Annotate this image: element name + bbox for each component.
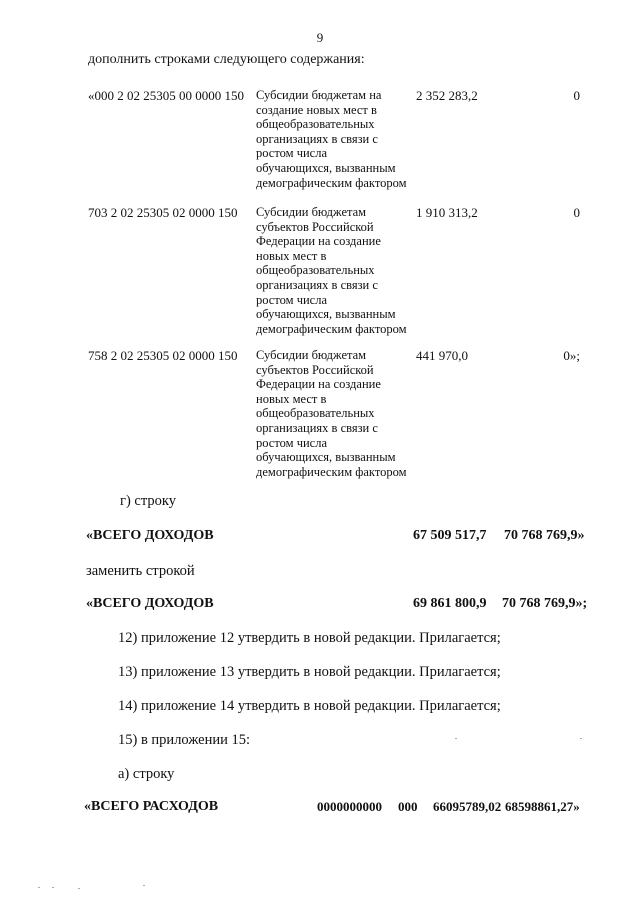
row-value-1: 1 910 313,2 [416,205,478,220]
list-item: 12) приложение 12 утвердить в новой редакции. Прилагается; [118,630,501,646]
row-description: Субсидии бюджетам на создание новых мест в общеобразовательных организациях в связи с ростом числа обучающихся, вызванным демографическим фактором [256,88,407,190]
row-description: Субсидии бюджетам субъектов Российской Федерации на создание новых мест в общеобразовательных организациях в связи с ростом числа обучающихся, вызванным демографическим фактором [256,348,407,479]
scan-speck [78,888,80,889]
intro-text: дополнить строками следующего содержания: [88,52,365,67]
list-item: 15) в приложении 15: [118,732,251,748]
scan-speck [455,738,457,739]
scan-speck [580,738,582,739]
total-income-value-2: 70 768 769,9» [504,528,585,543]
total-expense-label: «ВСЕГО РАСХОДОВ [84,799,219,814]
row-value-2: 0 [573,205,580,220]
row-value-1: 441 970,0 [416,348,468,363]
total-expense-value-1: 66095789,02 [433,799,502,814]
item-g: г) строку [120,493,176,509]
list-item: 13) приложение 13 утвердить в новой редакции. Прилагается; [118,664,501,680]
budget-code: 703 2 02 25305 02 0000 150 [88,205,238,220]
row-value-1: 2 352 283,2 [416,88,478,103]
scan-speck [143,885,145,886]
row-value-2: 0»; [563,348,580,363]
scan-speck [52,887,54,888]
budget-code: «000 2 02 25305 00 0000 150 [88,88,244,103]
total-income-value-2: 70 768 769,9»; [502,596,588,611]
total-expense-value-2: 68598861,27» [505,799,580,814]
budget-code: 758 2 02 25305 02 0000 150 [88,348,238,363]
row-value-2: 0 [573,88,580,103]
page-number: 9 [316,30,324,45]
total-income-label: «ВСЕГО ДОХОДОВ [86,528,214,543]
list-item: а) строку [118,766,175,782]
scan-speck [38,887,40,888]
total-income-label: «ВСЕГО ДОХОДОВ [86,596,214,611]
total-income-value-1: 69 861 800,9 [413,596,487,611]
total-expense-kind: 000 [398,799,418,814]
replace-text: заменить строкой [86,563,195,579]
total-expense-code: 0000000000 [317,799,382,814]
total-income-value-1: 67 509 517,7 [413,528,487,543]
row-description: Субсидии бюджетам субъектов Российской Федерации на создание новых мест в общеобразовательных организациях в связи с ростом числа обучающихся, вызванным демографическим фактором [256,205,407,336]
list-item: 14) приложение 14 утвердить в новой редакции. Прилагается; [118,698,501,714]
